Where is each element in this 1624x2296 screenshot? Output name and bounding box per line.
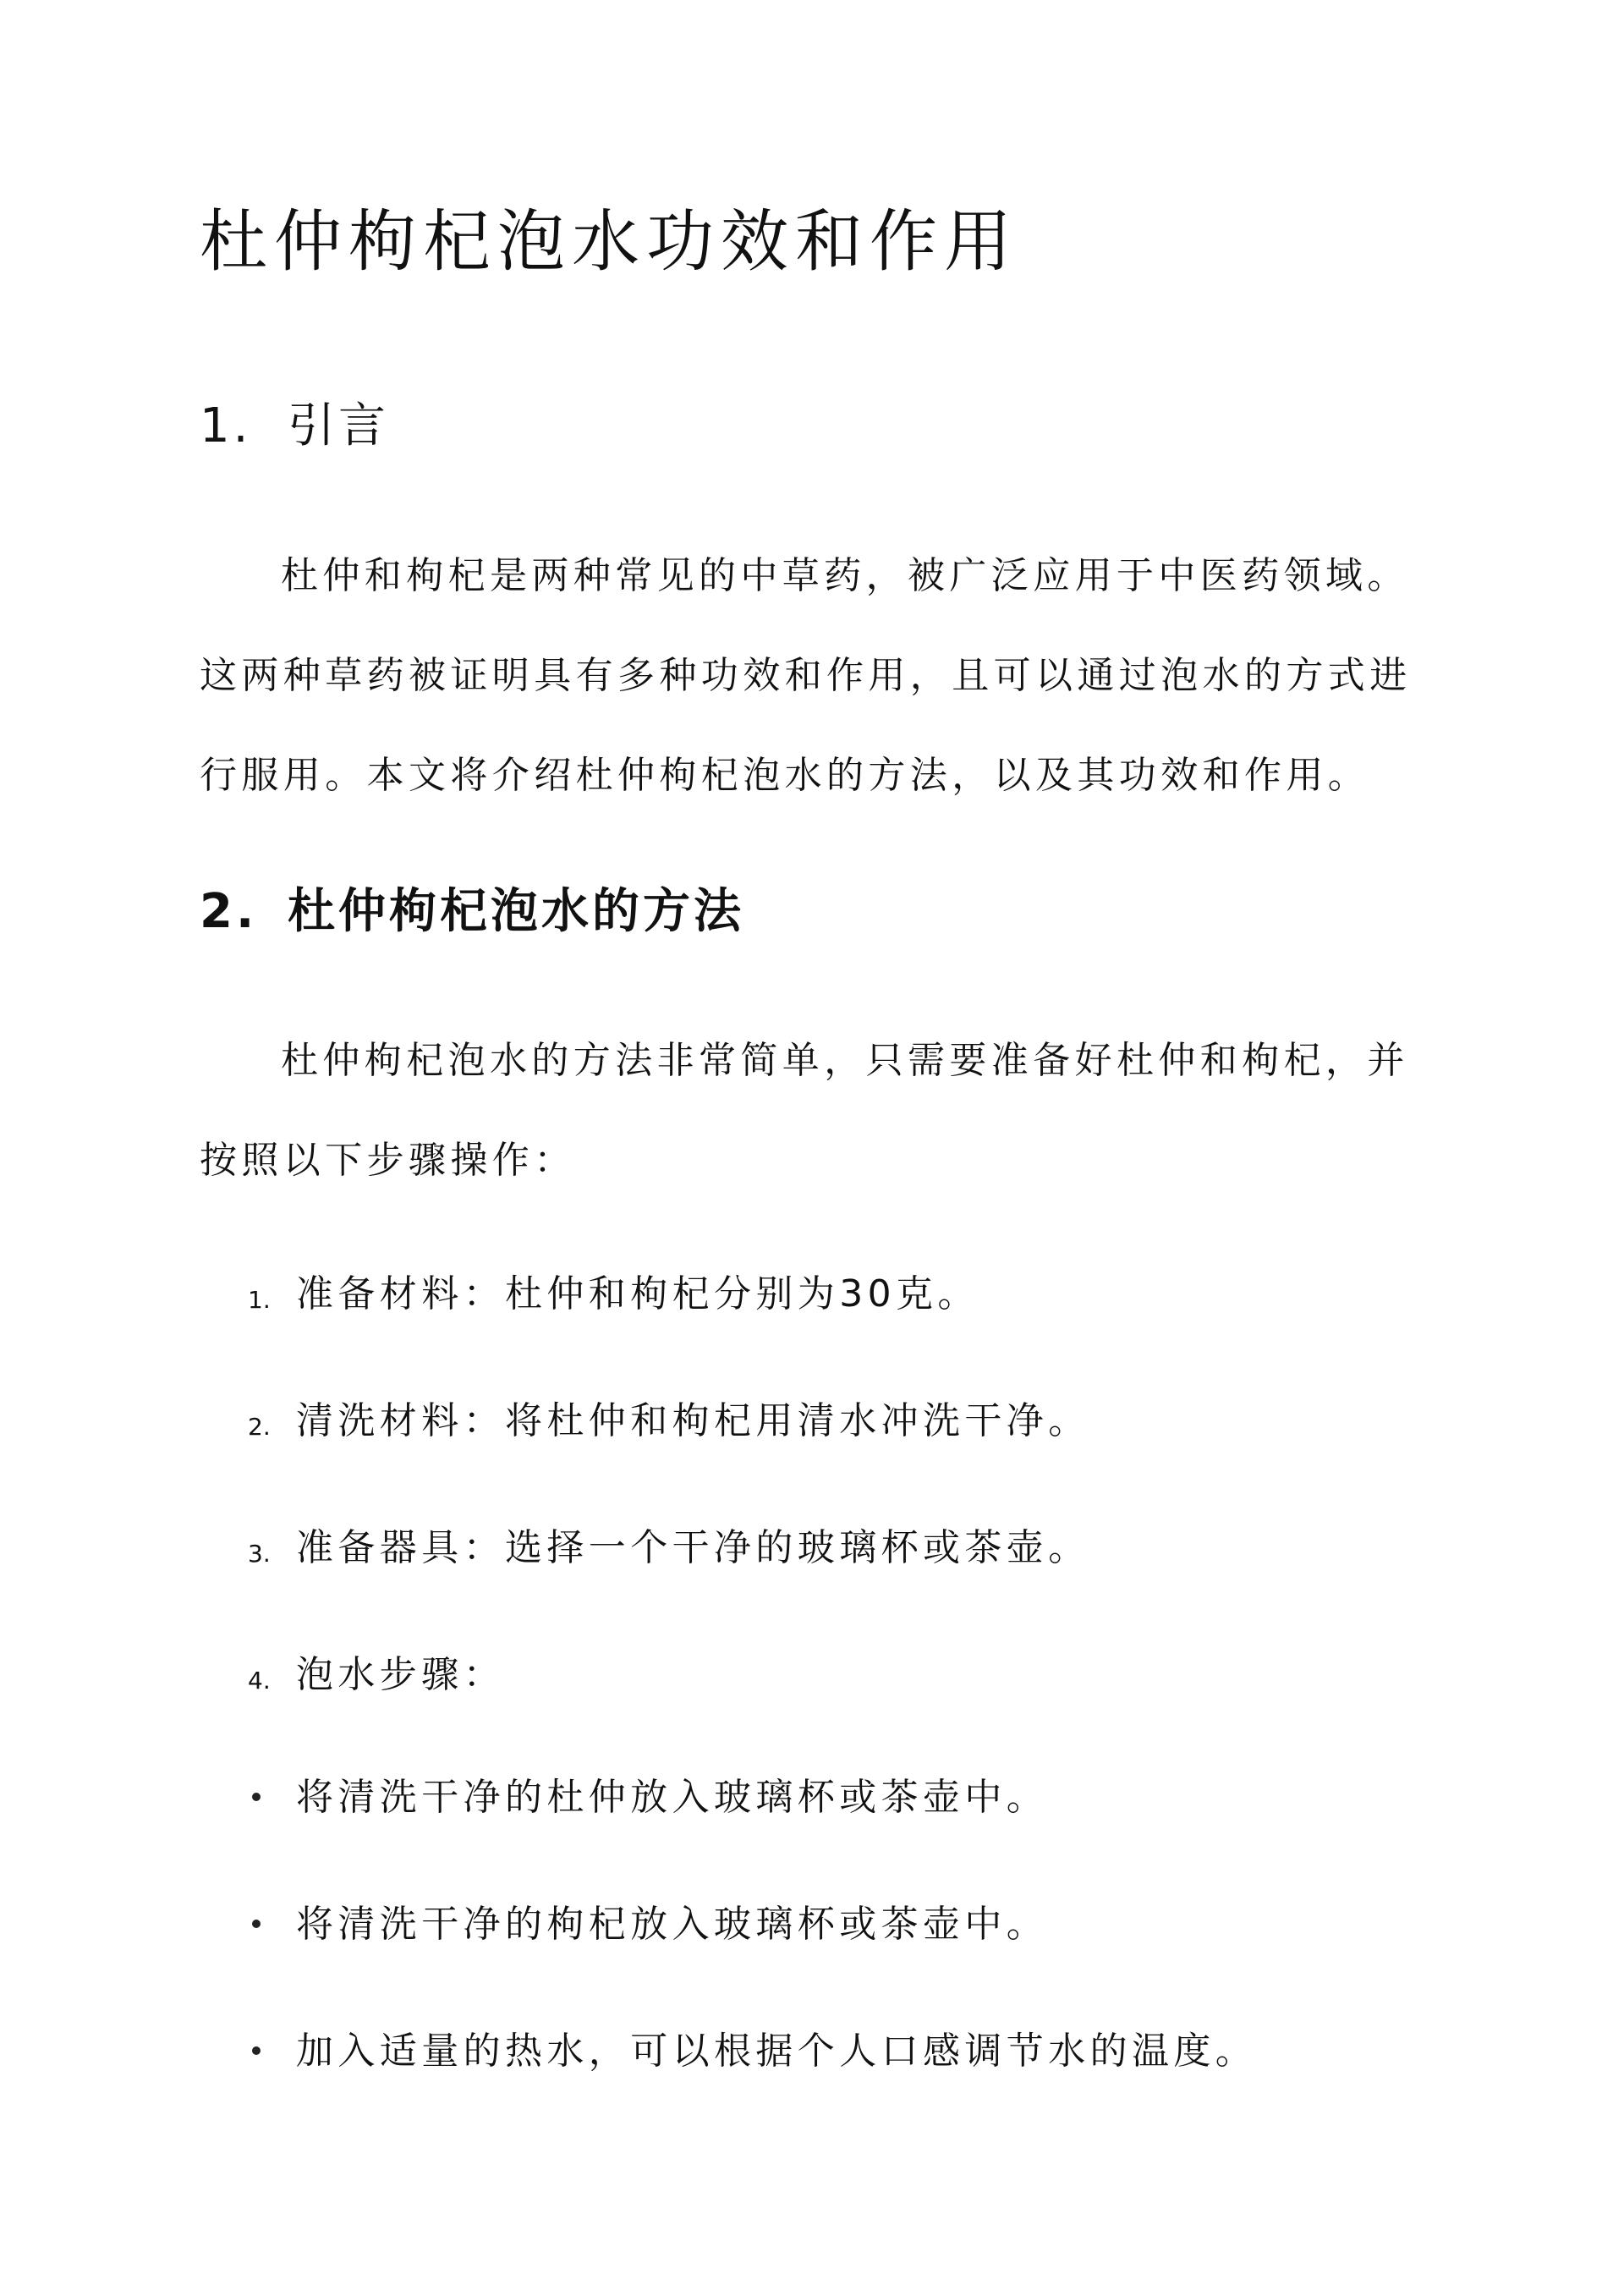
document-title: 杜仲枸杞泡水功效和作用 [200,202,1018,281]
section-title: 引言 [288,398,389,453]
list-item-text: 泡水步骤： [296,1653,505,1696]
list-number: 1. [248,1286,271,1314]
list-item-text: 加入适量的热水，可以根据个人口感调节水的温度。 [296,2030,1258,2073]
section-number: 1. [200,398,252,453]
list-item-text: 准备材料：杜仲和枸杞分别为30克。 [296,1272,979,1316]
paragraph-text: 杜仲枸杞泡水的方法非常简单，只需要准备好杜仲和枸杞，并按照以下步骤操作： [200,1039,1409,1182]
bullet-dot-icon [252,1793,261,1801]
introduction-paragraph [200,526,1435,826]
section-heading-introduction [200,398,389,455]
list-item-text: 将清洗干净的杜仲放入玻璃杯或茶壶中。 [296,1776,1049,1819]
list-item-text: 准备器具：选择一个干净的玻璃杯或茶壶。 [296,1526,1090,1569]
bullet-dot-icon [252,1920,261,1928]
paragraph-text: 杜仲和枸杞是两种常见的中草药，被广泛应用于中医药领域。这两种草药被证明具有多种功效和作用，且可以通过泡水的方式进行服用。本文将介绍杜仲枸杞泡水的方法，以及其功效和作用。 [200,554,1412,797]
list-item-text: 清洗材料：将杜仲和枸杞用清水冲洗干净。 [296,1399,1090,1442]
bullet-dot-icon [252,2046,261,2055]
list-number: 4. [248,1667,271,1695]
list-number: 2. [248,1413,271,1441]
section-title: 杜仲枸杞泡水的方法 [288,884,744,939]
section-number: 2. [200,884,258,939]
list-number: 3. [248,1540,271,1568]
method-paragraph [200,1011,1435,1211]
list-item-text: 将清洗干净的枸杞放入玻璃杯或茶壶中。 [296,1903,1049,1946]
section-heading-method [200,883,744,941]
